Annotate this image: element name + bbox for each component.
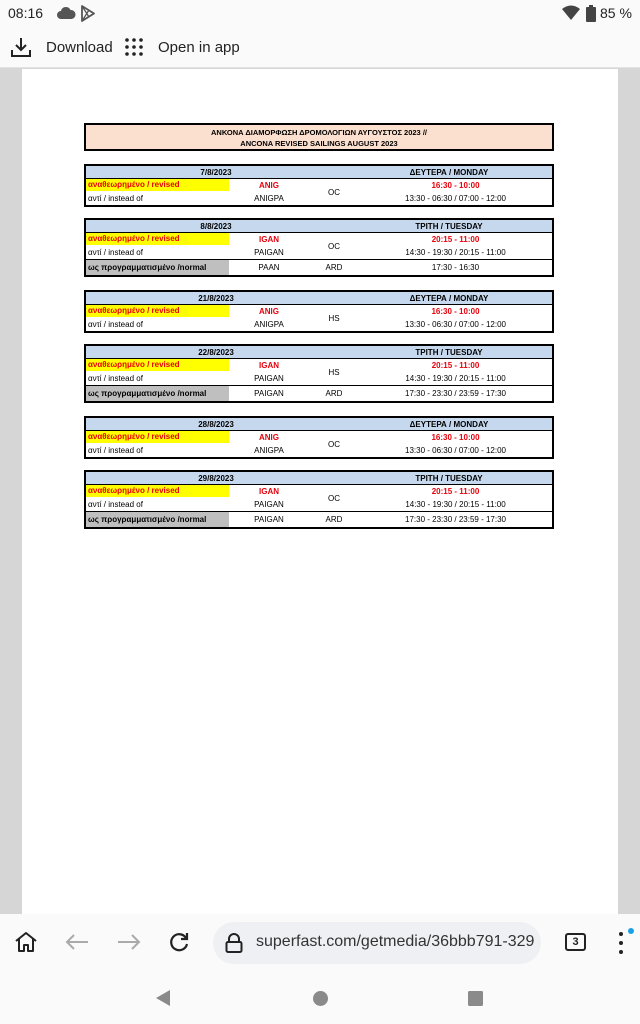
- document-title: [84, 123, 554, 151]
- lock-icon: [225, 933, 243, 953]
- sailing-times: 13:30 - 06:30 / 07:00 - 12:00: [405, 320, 506, 329]
- pdf-toolbar: [0, 28, 640, 68]
- sailing-times: 17:30 - 23:30 / 23:59 - 17:30: [405, 515, 506, 524]
- route-code: PAIGAN: [254, 248, 284, 257]
- route-code: IGAN: [259, 361, 279, 370]
- wifi-icon: [562, 5, 580, 21]
- reload-icon[interactable]: [168, 931, 190, 953]
- sailing-status-label: αντί / instead of: [88, 500, 143, 509]
- schedule-block: [84, 164, 554, 207]
- battery-percentage: 85 %: [600, 5, 632, 21]
- sailing-times: 14:30 - 19:30 / 20:15 - 11:00: [405, 248, 506, 257]
- vessel-code: OC: [328, 494, 340, 503]
- battery-icon: [586, 5, 596, 22]
- sailing-status-label: αναθεωρημένο / revised: [86, 359, 229, 371]
- more-menu-icon[interactable]: [612, 930, 630, 956]
- route-code: ANIGPA: [254, 446, 284, 455]
- sailing-times: 20:15 - 11:00: [431, 361, 480, 370]
- route-code: ANIG: [259, 433, 279, 442]
- sailing-status-label: αναθεωρημένο / revised: [86, 485, 229, 497]
- route-code: PAIGAN: [254, 374, 284, 383]
- route-code: ANIGPA: [254, 320, 284, 329]
- pdf-viewer[interactable]: [0, 69, 640, 914]
- sailing-times: 14:30 - 19:30 / 20:15 - 11:00: [405, 374, 506, 383]
- sailing-group: [86, 511, 552, 527]
- url-text: superfast.com/getmedia/36bbb791-329: [256, 933, 535, 950]
- app-grid-icon: [124, 37, 144, 57]
- title-line-english: ANCONA REVISED SAILINGS AUGUST 2023: [240, 139, 398, 148]
- schedule-header: [86, 418, 552, 431]
- vessel-code: OC: [328, 440, 340, 449]
- system-home-icon[interactable]: [313, 991, 328, 1006]
- download-label: Download: [46, 38, 113, 56]
- open-in-app-button[interactable]: [124, 28, 240, 66]
- sailing-status-label: αντί / instead of: [88, 194, 143, 203]
- schedule-day: ΔΕΥΤΕΡΑ / MONDAY: [409, 168, 489, 177]
- sailing-status-label: αντί / instead of: [88, 320, 143, 329]
- back-arrow-icon[interactable]: [64, 933, 90, 951]
- sailing-times: 16:30 - 10:00: [431, 181, 480, 190]
- update-badge: [628, 928, 634, 934]
- schedule-day: ΔΕΥΤΕΡΑ / MONDAY: [409, 420, 489, 429]
- schedule-header: [86, 472, 552, 485]
- sailing-group: [86, 179, 552, 205]
- sailing-times: 13:30 - 06:30 / 07:00 - 12:00: [405, 446, 506, 455]
- schedule-block: [84, 470, 554, 529]
- title-line-greek: ΑΝΚΟΝΑ ΔΙΑΜΟΡΦΩΣΗ ΔΡΟΜΟΛΟΓΙΩΝ ΑΥΓΟΥΣΤΟΣ 2023 //: [211, 128, 427, 137]
- route-code: PAIGAN: [254, 515, 284, 524]
- play-store-icon: [80, 5, 96, 22]
- status-time: 08:16: [8, 5, 44, 21]
- route-code: PAIGAN: [254, 389, 284, 398]
- route-code: IGAN: [259, 487, 279, 496]
- sailing-group: [86, 385, 552, 401]
- schedule-date: 28/8/2023: [198, 420, 234, 429]
- schedule-day: ΤΡΙΤΗ / TUESDAY: [415, 222, 483, 231]
- schedule-block: [84, 344, 554, 403]
- system-nav-bar: [0, 972, 640, 1024]
- sailing-times: 17:30 - 23:30 / 23:59 - 17:30: [405, 389, 506, 398]
- sailing-status-label: ως προγραμματισμένο /normal: [86, 386, 229, 401]
- schedule-day: ΤΡΙΤΗ / TUESDAY: [415, 474, 483, 483]
- open-in-app-label: Open in app: [158, 38, 240, 56]
- sailing-times: 16:30 - 10:00: [431, 307, 480, 316]
- forward-arrow-icon[interactable]: [116, 933, 142, 951]
- vessel-code: HS: [328, 368, 340, 377]
- system-recents-icon[interactable]: [468, 991, 483, 1006]
- sailing-group: [86, 259, 552, 275]
- sailing-status-label: αναθεωρημένο / revised: [86, 305, 229, 317]
- schedule-block: [84, 218, 554, 277]
- sailing-status-label: ως προγραμματισμένο /normal: [86, 260, 229, 275]
- sailing-times: 14:30 - 19:30 / 20:15 - 11:00: [405, 500, 506, 509]
- route-code: IGAN: [259, 235, 279, 244]
- sailing-status-label: αναθεωρημένο / revised: [86, 179, 229, 191]
- sailing-status-label: αντί / instead of: [88, 248, 143, 257]
- route-code: PAAN: [258, 263, 280, 272]
- sailing-status-label: αντί / instead of: [88, 446, 143, 455]
- schedule-date: 22/8/2023: [198, 348, 234, 357]
- cloud-icon: [56, 6, 76, 20]
- route-code: ANIGPA: [254, 194, 284, 203]
- download-icon: [10, 36, 32, 58]
- vessel-code: ARD: [325, 263, 343, 272]
- sailing-times: 16:30 - 10:00: [431, 433, 480, 442]
- home-icon[interactable]: [14, 931, 38, 953]
- vessel-code: ARD: [325, 515, 343, 524]
- status-bar: [0, 0, 640, 28]
- schedule-block: [84, 416, 554, 459]
- schedule-date: 8/8/2023: [200, 222, 232, 231]
- schedule-date: 21/8/2023: [198, 294, 234, 303]
- route-code: ANIG: [259, 307, 279, 316]
- sailing-status-label: αναθεωρημένο / revised: [86, 233, 229, 245]
- route-code: ANIG: [259, 181, 279, 190]
- schedule-day: ΔΕΥΤΕΡΑ / MONDAY: [409, 294, 489, 303]
- schedule-header: [86, 220, 552, 233]
- vessel-code: ARD: [325, 389, 343, 398]
- download-button[interactable]: [10, 28, 113, 66]
- url-bar[interactable]: [213, 922, 541, 964]
- schedule-header: [86, 292, 552, 305]
- sailing-group: [86, 485, 552, 511]
- sailing-times: 13:30 - 06:30 / 07:00 - 12:00: [405, 194, 506, 203]
- schedule-day: ΤΡΙΤΗ / TUESDAY: [415, 348, 483, 357]
- vessel-code: HS: [328, 314, 340, 323]
- pdf-page: [22, 69, 618, 914]
- sailing-status-label: ως προγραμματισμένο /normal: [86, 512, 229, 527]
- sailing-status-label: αναθεωρημένο / revised: [86, 431, 229, 443]
- schedule-block: [84, 290, 554, 333]
- sailing-group: [86, 233, 552, 259]
- vessel-code: OC: [328, 188, 340, 197]
- sailing-group: [86, 305, 552, 331]
- vessel-code: OC: [328, 242, 340, 251]
- route-code: PAIGAN: [254, 500, 284, 509]
- sailing-group: [86, 431, 552, 457]
- system-back-icon[interactable]: [156, 990, 172, 1006]
- schedule-header: [86, 346, 552, 359]
- schedule-date: 7/8/2023: [200, 168, 232, 177]
- sailing-status-label: αντί / instead of: [88, 374, 143, 383]
- sailing-group: [86, 359, 552, 385]
- sailing-times: 17:30 - 16:30: [431, 263, 480, 272]
- sailing-times: 20:15 - 11:00: [431, 487, 480, 496]
- sailing-times: 20:15 - 11:00: [431, 235, 480, 244]
- schedule-header: [86, 166, 552, 179]
- schedule-date: 29/8/2023: [198, 474, 234, 483]
- tab-switcher-button[interactable]: 3: [565, 933, 586, 951]
- browser-toolbar: [0, 914, 640, 972]
